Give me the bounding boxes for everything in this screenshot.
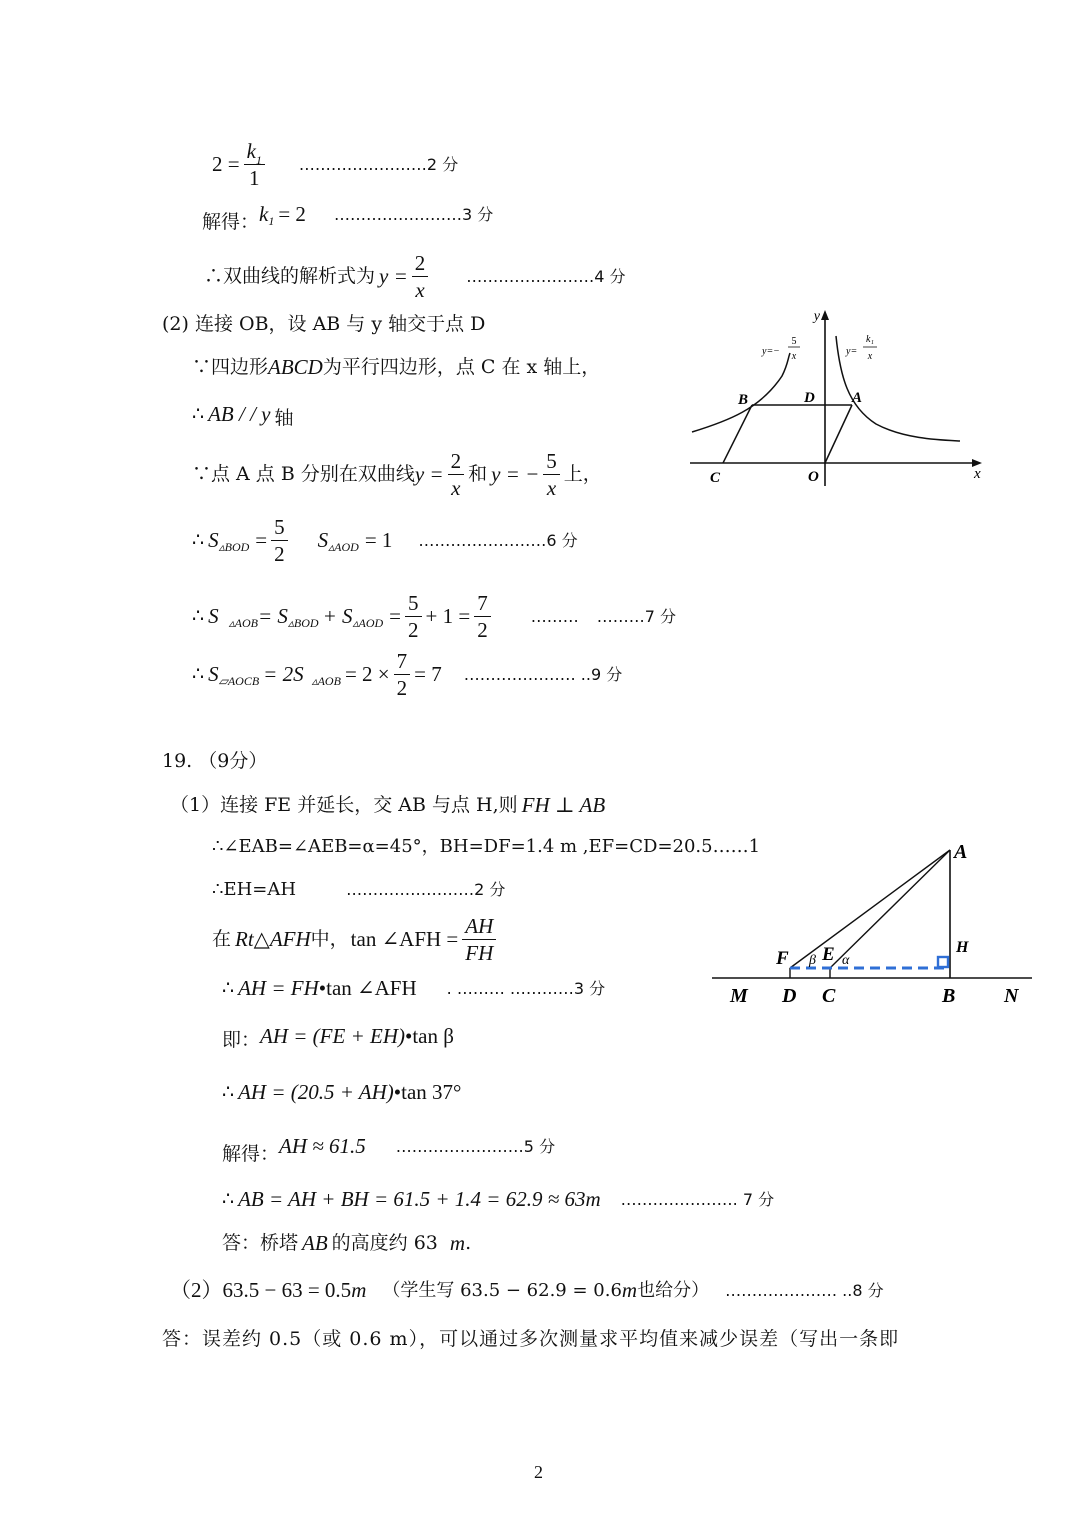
score-2: ……………………2 分 (298, 154, 459, 174)
label-n: N (1004, 985, 1019, 1007)
score-8: ………………… ..8 分 (725, 1280, 884, 1300)
label-alpha: α (842, 953, 850, 968)
label-a2: A (954, 841, 968, 863)
label-b2: B (942, 985, 956, 1007)
label-f: F (776, 948, 789, 969)
solve-k1-line: 解得： k 1 = 2 ……………………3 分 (202, 202, 494, 233)
eq-lhs: 2 = (212, 152, 240, 177)
label-c: C (710, 470, 721, 486)
q19-part2: （2）63.5 − 63 = 0.5 m （学生写 63.5 − 62.9 = 0.6 m 也给分） ………………… ..8 分 (170, 1278, 884, 1302)
page-number: 2 (534, 1462, 543, 1482)
score-2b: ……………………2 分 (346, 880, 506, 899)
label-c2: C (822, 985, 836, 1007)
area-aocb-line: ∴ S ▱AOCB = 2S ▵AOB = 2 × $\frac{7}{2}$ = 7 ………………… ..9 分 (192, 649, 623, 701)
ab-parallel-line: ∴ AB / / y 轴 (192, 402, 294, 429)
score-6: ……………………6 分 (418, 530, 578, 550)
left-curve-label: y=− (762, 346, 780, 357)
label-a: A (852, 390, 863, 406)
label-d: D (804, 390, 815, 406)
tower-diagram (708, 836, 1038, 1012)
y-axis-arrow (821, 310, 829, 320)
svg-text:x: x (791, 351, 797, 362)
score-7: ………7 分 (596, 606, 676, 626)
q19-step6: 即： AH = (FE + EH) •tan β (222, 1024, 454, 1051)
label-x: x (974, 466, 981, 482)
q19-step9: ∴ AB = AH + BH = 61.5 + 1.4 = 62.9 ≈ 63m …………………. 7 分 (222, 1187, 775, 1211)
q19-step7: ∴ AH = (20.5 + AH) •tan 37° (222, 1080, 462, 1104)
area-aob-line: ∴ S ▵AOB = S ▵BOD + S ▵AOD = $\frac{5}{2}$ + 1 = $\frac{7}{2}$ ……… ………7 分 (192, 591, 676, 643)
parallelogram-line: ∵四边形 ABCD 为平行四边形，点 C 在 x 轴上， (192, 355, 601, 379)
score-3b: . ……… …………3 分 (446, 978, 606, 998)
label-m: M (730, 985, 748, 1007)
line-fa (790, 850, 950, 968)
right-curve-label: y= (846, 346, 858, 357)
svg-text:x: x (867, 351, 873, 362)
q19-step4: 在 Rt△AFH 中， tan ∠AFH = $\frac{AH}{FH}$ (212, 915, 500, 964)
label-h: H (956, 939, 969, 956)
label-d2: D (782, 985, 797, 1007)
score-5: ……………………5 分 (395, 1136, 556, 1156)
segment-ao (825, 405, 852, 463)
label-beta: β (809, 953, 816, 968)
score-9: ………………… ..9 分 (463, 664, 623, 684)
label-b: B (738, 392, 749, 408)
eq-k1-line (212, 140, 458, 189)
svg-text:k₁: k₁ (866, 334, 874, 345)
hyperbola-graph (688, 306, 988, 492)
q19-step3: ∴EH=AH ……………………2 分 (212, 879, 506, 900)
q19-answer2: 答：误差约 0.5（或 0.6 m），可以通过多次测量求平均值来减少误差（写出一条即 (162, 1328, 900, 1350)
q19-answer1: 答：桥塔 AB 的高度约 63 m . (222, 1231, 472, 1255)
hyperbola-line: ∴双曲线的解析式为 y = $\frac{2}{x}$ ……………………4 分 (204, 251, 626, 303)
label-o: O (808, 469, 819, 485)
points-on-curves-line: ∵点 A 点 B 分别在双曲线 y = $\frac{2}{x}$ 和 y = − $\frac{5}{x}$ 上， (192, 449, 602, 501)
part2-heading: (2) 连接 OB，设 AB 与 y 轴交于点 D (162, 313, 486, 335)
fraction: $\frac{k_1}{1}$ (244, 140, 265, 189)
label-e: E (822, 944, 835, 965)
q19-heading: 19. （9分） (162, 750, 268, 772)
segment-bc (723, 405, 752, 463)
svg-text:5: 5 (791, 336, 797, 347)
q19-step5: ∴ AH = FH •tan ∠AFH . ……… …………3 分 (222, 976, 606, 1000)
label-y: y (813, 309, 820, 324)
q19-step8: 解得： AH ≈ 61.5 ……………………5 分 (222, 1134, 556, 1165)
score-4: ……………………4 分 (466, 266, 626, 286)
line-ea (830, 850, 950, 968)
q19-step1: （1）连接 FE 并延长，交 AB 与点 H,则 FH ⊥ AB (170, 793, 606, 817)
right-angle-mark (938, 957, 948, 967)
q19-step2: ∴∠EAB=∠AEB=α=45°，BH=DF=1.4 m ,EF=CD=20.5……1 (212, 836, 761, 857)
area-bod-aod-line: ∴ S ▵BOD = $\frac{5}{2}$ S ▵AOD = 1 ……………………6 分 (192, 515, 578, 567)
score-7b: …………………. 7 分 (620, 1189, 775, 1209)
score-3: ……………………3 分 (333, 204, 494, 224)
